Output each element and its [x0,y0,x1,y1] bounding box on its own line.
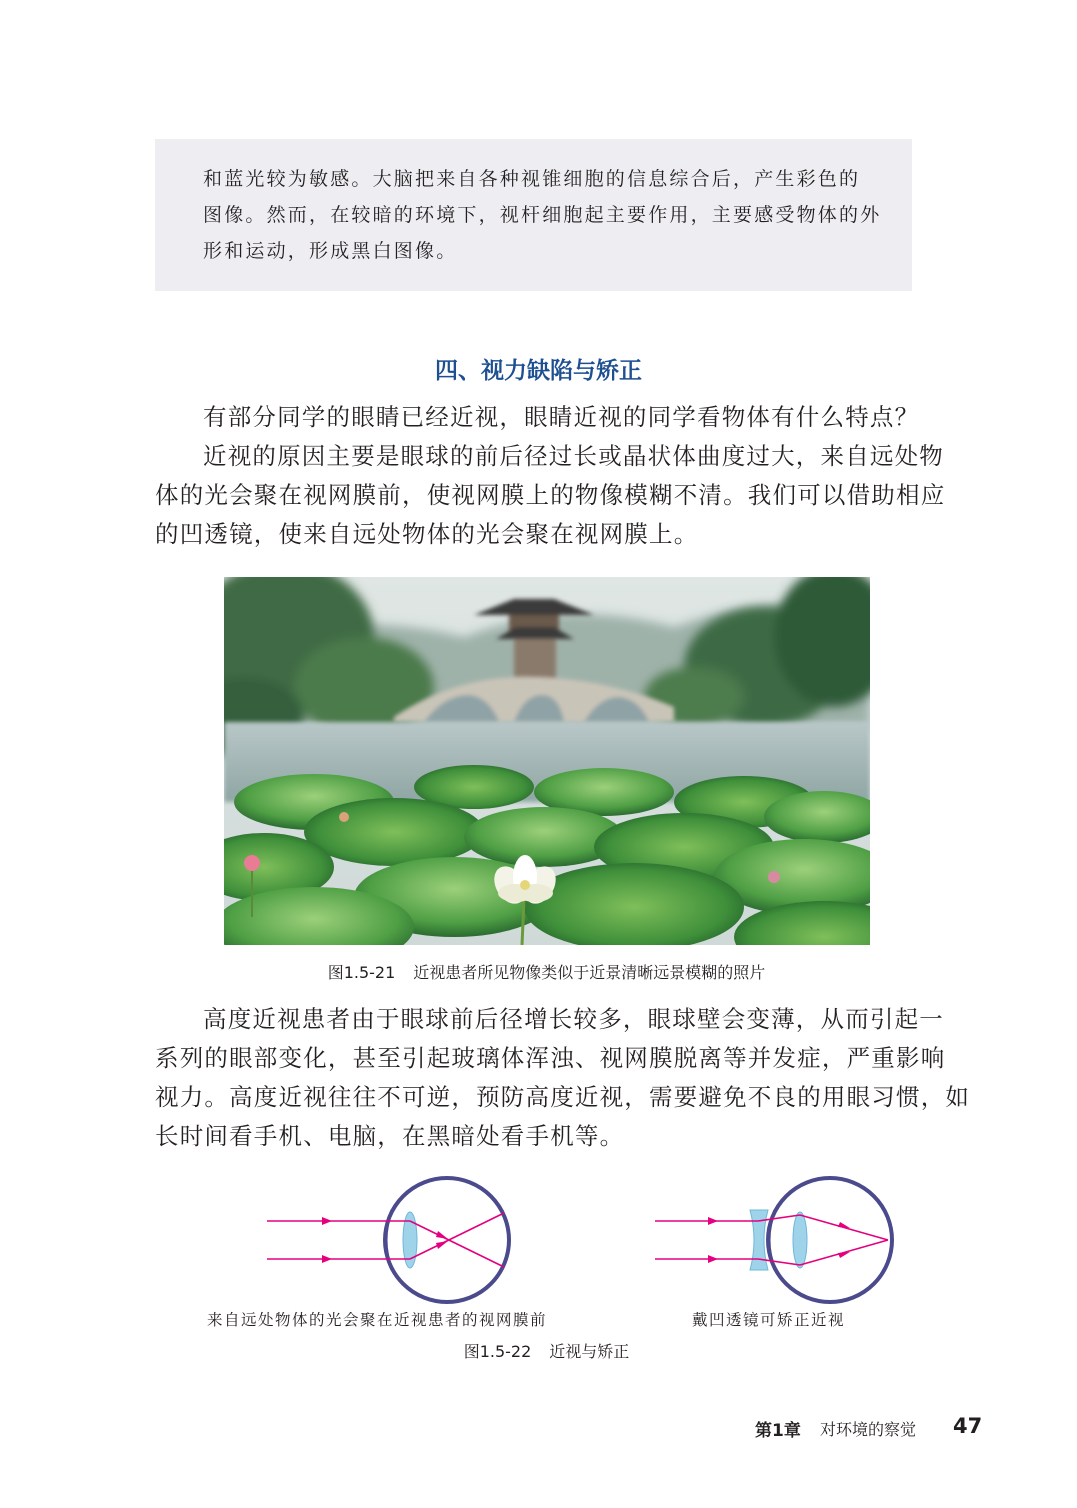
figure-21-text: 近视患者所见物像类似于近景清晰远景模糊的照片 [413,963,766,982]
note-line-1: 和蓝光较为敏感。大脑把来自各种视锥细胞的信息综合后，产生彩色的 [203,168,861,190]
note-line-3: 形和运动，形成黑白图像。 [203,240,458,262]
lens-icon [793,1212,807,1268]
page-footer [0,1414,1077,1441]
paragraph-line: 近视的原因主要是眼球的前后径过长或晶状体曲度过大，来自远处物 [203,444,944,470]
paragraph-line: 视力。高度近视往往不可逆，预防高度近视，需要避免不良的用眼习惯，如 [155,1085,971,1111]
paragraph-cause [155,438,945,555]
note-line-2: 图像。然而，在较暗的环境下，视杆细胞起主要作用，主要感受物体的外 [203,204,882,226]
paragraph-question [155,399,945,438]
lotus-pond-illustration [224,577,870,945]
figure-21-number: 图1.5-21 [327,963,396,982]
corrected-eye-diagram [650,1170,910,1310]
section-title: 四、视力缺陷与矫正 [435,358,642,384]
myopia-eye-diagram [262,1170,522,1310]
paragraph-line: 长时间看手机、电脑，在黑暗处看手机等。 [155,1124,625,1150]
chapter-title: 对环境的察觉 [820,1420,917,1439]
paragraph-line: 体的光会聚在视网膜前，使视网膜上的物像模糊不清。我们可以借助相应 [155,483,946,509]
paragraph-line: 高度近视患者由于眼球前后径增长较多，眼球壁会变薄，从而引起一 [203,1007,944,1033]
left-diagram-label: 来自远处物体的光会聚在近视患者的视网膜前 [207,1311,548,1329]
figure-21-caption [0,960,1077,983]
chapter-number: 第1章 [755,1421,801,1441]
lotus-pond-photo [224,577,870,945]
paragraph-line: 有部分同学的眼睛已经近视，眼睛近视的同学看物体有什么特点？ [203,405,920,431]
eyeball-outline [768,1178,892,1302]
figure-22-text: 近视与矫正 [549,1342,630,1361]
right-diagram-label: 戴凹透镜可矫正近视 [692,1311,846,1329]
note-box [155,139,912,291]
paragraph-line: 系列的眼部变化，甚至引起玻璃体浑浊、视网膜脱离等并发症，严重影响 [155,1046,946,1072]
page-number: 47 [953,1414,983,1438]
paragraph-line: 的凹透镜，使来自远处物体的光会聚在视网膜上。 [155,522,699,548]
figure-22-number: 图1.5-22 [463,1342,532,1361]
figure-22-caption [0,1339,1077,1362]
concave-lens-icon [750,1210,768,1270]
paragraph-high-myopia [155,1001,971,1157]
